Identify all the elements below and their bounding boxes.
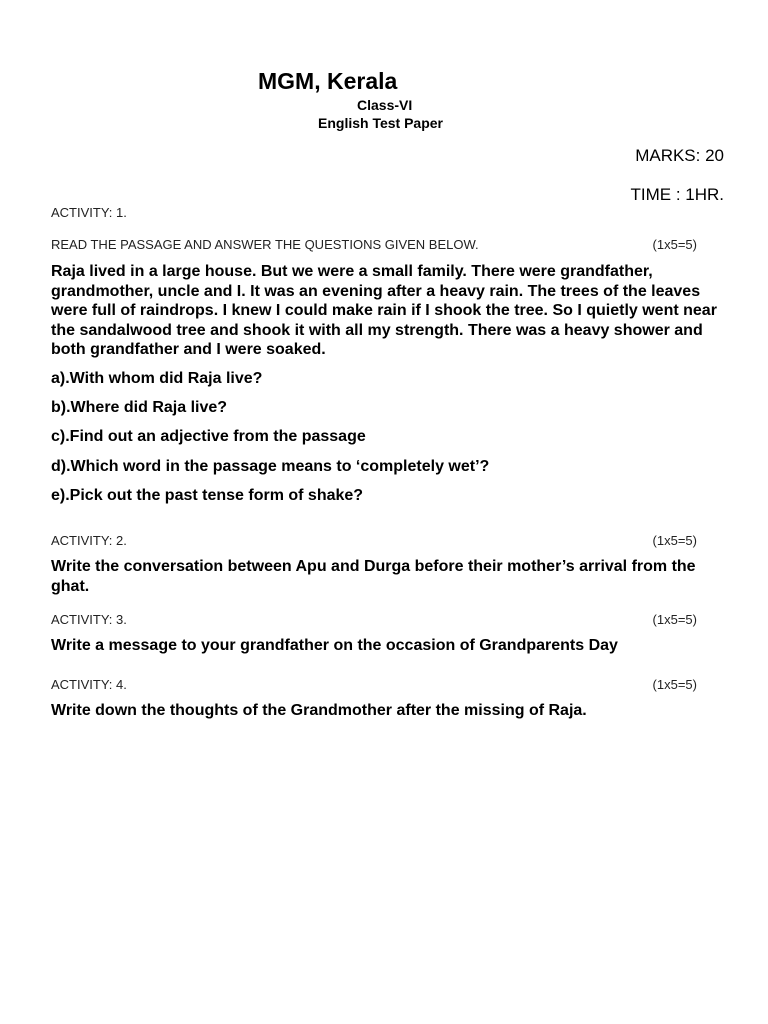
paper-subtitle: English Test Paper	[318, 115, 443, 131]
reading-passage: Raja lived in a large house. But we were a small family. There were grandfather, grandmother, uncle and I. It was an evening after a heavy rain. The trees of the leaves were full of raindrops. I knew I could make rain if I shook the tree. So I quietly went near the sandalwood tree and shook it with all my strength. There was a heavy shower and both grandfather and I were soaked.	[51, 263, 717, 359]
activity-2-marks: (1x5=5)	[652, 533, 697, 548]
question-d: d).Which word in the passage means to ‘completely wet’?	[51, 458, 490, 475]
activity-4-marks: (1x5=5)	[652, 677, 697, 692]
time-allowed: TIME : 1HR.	[630, 185, 724, 204]
question-a: a).With whom did Raja live?	[51, 370, 263, 387]
total-marks: MARKS: 20	[635, 146, 724, 165]
activity-4-task: Write down the thoughts of the Grandmother after the missing of Raja.	[51, 702, 587, 719]
question-c: c).Find out an adjective from the passage	[51, 428, 366, 445]
document-title: MGM, Kerala	[258, 68, 398, 94]
activity-1-heading: ACTIVITY: 1.	[51, 205, 127, 220]
activity-3-marks: (1x5=5)	[652, 612, 697, 627]
activity-1-instruction: READ THE PASSAGE AND ANSWER THE QUESTIONS GIVEN BELOW.	[51, 237, 479, 252]
activity-2-heading: ACTIVITY: 2.	[51, 533, 127, 548]
activity-4-heading: ACTIVITY: 4.	[51, 677, 127, 692]
question-b: b).Where did Raja live?	[51, 399, 228, 416]
activity-3-task: Write a message to your grandfather on the occasion of Grandparents Day	[51, 637, 618, 654]
question-e: e).Pick out the past tense form of shake?	[51, 487, 364, 504]
class-label: Class-VI	[357, 97, 413, 113]
activity-3-heading: ACTIVITY: 3.	[51, 612, 127, 627]
activity-1-marks: (1x5=5)	[652, 237, 697, 252]
activity-2-task: Write the conversation between Apu and Durga before their mother’s arrival from the ghat.	[51, 558, 696, 595]
